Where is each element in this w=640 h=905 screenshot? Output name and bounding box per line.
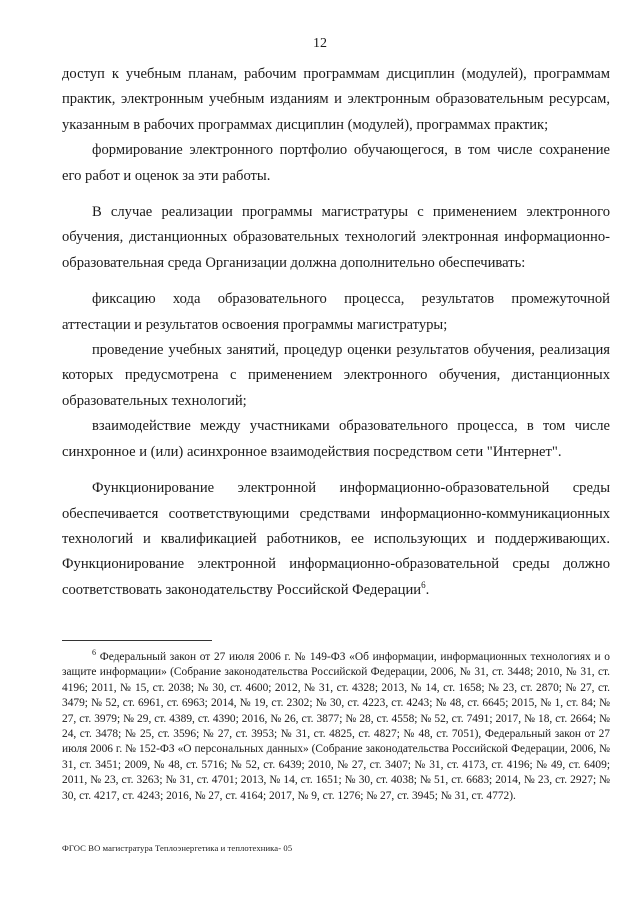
page-number: 12 — [313, 36, 327, 51]
paragraph-access-continued: доступ к учебным планам, рабочим программам дисциплин (модулей), программам практик, электронным учебным изданиям и электронным образовательным ресурсам, указанным в рабочих программах дисциплин (модулей), программах практик; — [62, 66, 610, 133]
footnote-separator — [62, 640, 212, 641]
paragraph-functioning-text: Функционирование электронной информационно-образовательной среды обеспечивается соответствующими средствами информационно-коммуникационных технологий и квалификацией работников, ее использующих и поддерживающих. Функционирование электронной информационно-образовательной среды должно соответствовать законодательству Российской Федерации — [62, 480, 610, 598]
paragraph-functioning: Функционирование электронной информационно-образовательной среды обеспечивается соответствующими средствами информационно-коммуникационных технологий и квалификацией работников, ее использующих и поддерживающих. Функционирование электронной информационно-образовательной среды должно соответствовать законодательству Российской Федерации$^6$. — [62, 480, 610, 598]
footnote-reference: 6 — [421, 579, 426, 590]
footnote-text: Федеральный закон от 27 июля 2006 г. № 149-ФЗ «Об информации, информационных технологиях и о защите информации» (Собрание законодательства Российской Федерации, 2006, № 31, ст. 3448; 2010, № 31, ст. 4196; 2011, № 15, ст. 2038; № 30, ст. 4600; 2012, № 31, ст. 4328; 2013, № 14, ст. 1658; № 23, ст. 2870; № 27, ст. 3479; № 52, ст. 6961, ст. 6963; 2014, № 19, ст. 2302; № 30, ст. 4223, ст. 4243; № 48, ст. 6645; 2015, № 1, ст. 84; № 27, ст. 3979; № 29, ст. 4389, ст. 4390; 2016, № 26, ст. 3877; № 28, ст. 4558; № 52, ст. 7491; 2017, № 18, ст. 2664; № 24, ст. 3478; № 25, ст. 3596; № 27, ст. 3953; № 31, ст. 4825, ст. 4827; № 48, ст. 7051), Федеральный закон от 27 июля 2006 г. № 152-ФЗ «О персональных данных» (Собрание законодательства Российской Федерации, 2006, № 31, ст. 3451; 2009, № 48, ст. 5716; № 52, ст. 6439; 2010, № 27, ст. 3407; № 31, ст. 4173, ст. 4196; № 49, ст. 6409; 2011, № 23, ст. 3263; № 31, ст. 4701; 2013, № 14, ст. 1651; № 30, ст. 4038; № 51, ст. 6683; 2014, № 23, ст. 2927; № 30, ст. 4217, ст. 4243; 2016, № 27, ст. 4164; 2017, № 9, ст. 1276; № 27, ст. 3945; № 31, ст. 4772). — [62, 651, 610, 802]
paragraph-conducting-classes: проведение учебных занятий, процедур оценки результатов обучения, реализация которых предусмотрена с применением электронного обучения, дистанционных образовательных технологий; — [62, 342, 610, 409]
footnote-mark: 6 — [92, 648, 96, 658]
paragraph-e-learning-case: В случае реализации программы магистратуры с применением электронного обучения, дистанционных образовательных технологий электронная информационно-образовательная среда Организации должна дополнительно обеспечивать: — [62, 204, 610, 271]
main-text — [62, 62, 610, 603]
paragraph-fixation: фиксацию хода образовательного процесса, результатов промежуточной аттестации и результатов освоения программы магистратуры; — [62, 291, 610, 333]
paragraph-interaction: взаимодействие между участниками образовательного процесса, в том числе синхронное и (или) асинхронное взаимодействия посредством сети "Интернет". — [62, 418, 610, 460]
paragraph-portfolio: формирование электронного портфолио обучающегося, в том числе сохранение его работ и оценок за эти работы. — [62, 142, 610, 184]
footnote — [62, 650, 610, 804]
page-footer: ФГОС ВО магистратура Теплоэнергетика и теплотехника- 05 — [62, 843, 293, 853]
